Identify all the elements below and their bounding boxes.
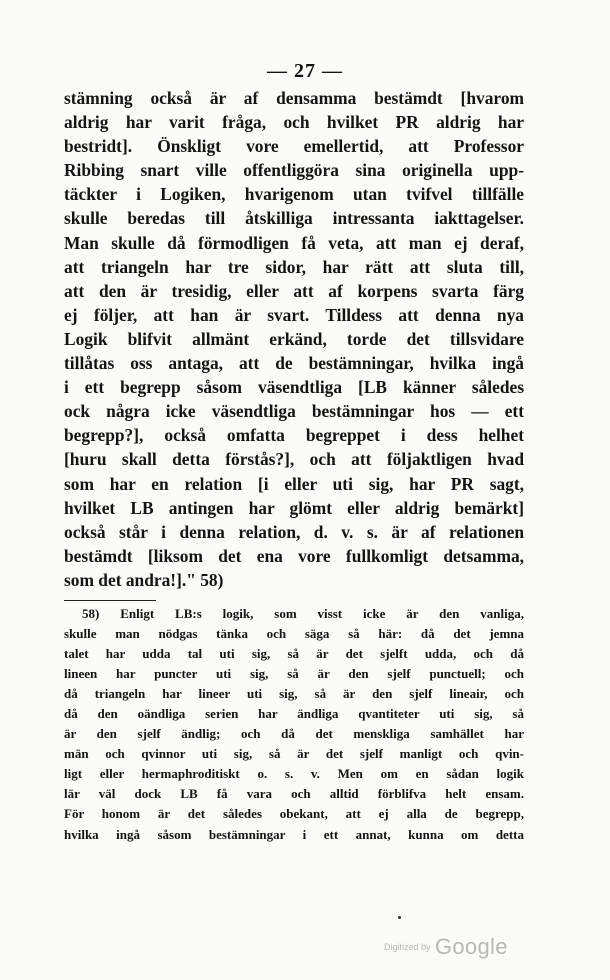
body-line: också står i denna relation, d. v. s. är af relationen bbox=[64, 521, 524, 542]
body-line: bestämdt [liksom det ena vore fullkomligt detsamma, bbox=[64, 545, 524, 566]
body-line: som det andra!]." 58) bbox=[64, 569, 224, 590]
body-line: täckter i Logiken, hvarigenom utan tvifvel tillfälle bbox=[64, 184, 524, 205]
footnote bbox=[64, 604, 524, 845]
google-watermark bbox=[384, 934, 508, 960]
watermark-prefix: Digitized by bbox=[384, 942, 431, 952]
footnote-line: hvilka ingå såsom bestämningar i ett annat, kunna om detta bbox=[64, 826, 524, 842]
ink-speck bbox=[398, 916, 401, 919]
body-line: begrepp?], också omfatta begreppet i dess helhet bbox=[64, 425, 524, 446]
footnote-line: skulle man nödgas tänka och säga så här: då det jemna bbox=[64, 626, 524, 642]
body-line: Ribbing snart ville offentliggöra sina originella upp- bbox=[64, 160, 524, 181]
footnote-line: För honom är det således obekant, att ej alla de begrepp, bbox=[64, 806, 524, 822]
footnote-line: ligt eller hermaphroditiskt o. s. v. Men om en sådan logik bbox=[64, 766, 524, 782]
body-line: Man skulle då förmodligen få veta, att man ej deraf, bbox=[64, 232, 524, 253]
body-line: ock några icke väsendtliga bestämningar hos — ett bbox=[64, 401, 524, 422]
body-line: Logik blifvit allmänt erkänd, torde det tillsvidare bbox=[64, 328, 524, 349]
body-line: tillåtas oss antaga, att de bestämningar, hvilka ingå bbox=[64, 353, 524, 374]
body-line: [huru skall detta förstås?], och att följaktligen hvad bbox=[64, 449, 524, 470]
body-line: bestridt]. Önskligt vore emellertid, att Professor bbox=[64, 136, 524, 157]
body-text bbox=[64, 86, 524, 592]
footnote-line: män och qvinnor uti sig, så är det sjelf manligt och qvin- bbox=[64, 746, 524, 762]
body-line: skulle beredas till åtskilliga intressanta iakttagelser. bbox=[64, 208, 524, 229]
body-line: ej följer, att han är svart. Tilldess att denna nya bbox=[64, 304, 524, 325]
footnote-line: lineen har puncter uti sig, så är den sjelf punctuell; och bbox=[64, 666, 524, 682]
footnote-line: då triangeln har lineer uti sig, så är den sjelf lineair, och bbox=[64, 686, 524, 702]
watermark-brand: Google bbox=[434, 934, 508, 959]
body-line: stämning också är af densamma bestämdt [hvarom bbox=[64, 88, 524, 108]
footnote-line: är den sjelf ändlig; och då det menskliga samhället har bbox=[64, 726, 524, 742]
body-line: i ett begrepp såsom väsendtliga [LB känner således bbox=[64, 377, 524, 398]
body-line: aldrig har varit fråga, och hvilket PR aldrig har bbox=[64, 112, 524, 133]
footnote-line: talet har udda tal uti sig, så är det sjelft udda, och då bbox=[64, 646, 524, 662]
body-line: som har en relation [i eller uti sig, har PR sagt, bbox=[64, 473, 524, 494]
footnote-line: 58) Enligt LB:s logik, som visst icke är den vanliga, bbox=[82, 606, 524, 621]
footnote-line: då den oändliga serien har ändliga qvantiteter uti sig, så bbox=[64, 706, 524, 722]
body-line: att triangeln har tre sidor, har rätt att sluta till, bbox=[64, 256, 524, 277]
footnote-divider bbox=[64, 600, 156, 601]
footnote-line: lär väl dock LB få vara och alltid förblifva helt ensam. bbox=[64, 786, 524, 802]
body-line: att den är tresidig, eller att af korpens svarta färg bbox=[64, 280, 524, 301]
page-number: — 27 — bbox=[267, 60, 343, 82]
body-line: hvilket LB antingen har glömt eller aldrig bemärkt] bbox=[64, 497, 524, 518]
